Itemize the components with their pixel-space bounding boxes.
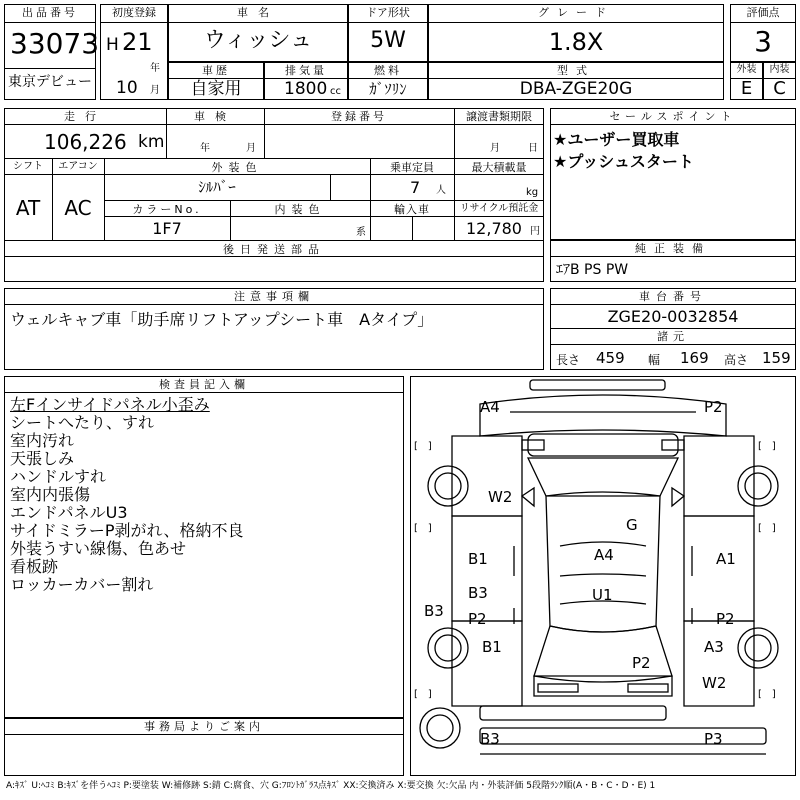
inspector-label: 検査員記入欄 [159, 378, 249, 391]
sales-point: ★プッシュスタート [553, 152, 694, 171]
fuel: ｶﾞｿﾘﾝ [369, 80, 407, 98]
ac: AC [64, 196, 92, 220]
history: 自家用 [190, 79, 242, 99]
damage-mark: P2 [704, 398, 723, 416]
transfer-day-unit: 日 [528, 143, 538, 154]
damage-mark: P2 [632, 654, 651, 672]
damage-mark: B3 [480, 730, 500, 748]
width: 169 [680, 349, 709, 367]
ac-label: エアコン [58, 161, 98, 172]
lot-label: 出品番号 [22, 6, 78, 19]
inspector-line: 室内汚れ [10, 431, 75, 450]
diagram-bracket: [ ] [414, 523, 432, 534]
inspector-line: ハンドルすれ [10, 467, 107, 486]
equipment-label: 純正装備 [635, 242, 711, 255]
door-type: 5W [370, 28, 406, 53]
interior-label: 内装 [769, 64, 790, 75]
damage-mark: A1 [716, 550, 736, 568]
notes-text: ウェルキャブ車「助手席リフトアップシート車 Aタイプ」 [10, 310, 434, 329]
damage-mark: W2 [488, 488, 513, 506]
displacement-label: 排気量 [285, 64, 327, 77]
damage-mark: P3 [704, 730, 723, 748]
grade-label: グレード [538, 6, 614, 19]
capacity-unit: 人 [436, 185, 446, 196]
legend: A:ｷｽﾞ U:ﾍｺﾐ B:ｷｽﾞを伴うﾍｺﾐ P:要塗装 W:補修跡 S:錆 C:腐食、穴 G:ﾌﾛﾝﾄｶﾞﾗｽ点ｷｽﾞ XX:交換済み X:要交換 欠:欠品 内・外装評価 5段階ﾗﾝｸ順(A・B・C・D・E) 1 [6, 781, 656, 791]
capacity-label: 乗車定員 [390, 161, 434, 174]
inspection-label: 車検 [194, 110, 236, 123]
car-name: ウィッシュ [203, 28, 313, 53]
damage-mark: P2 [716, 610, 735, 628]
month-unit: 月 [150, 85, 160, 96]
damage-mark: U1 [592, 586, 613, 604]
color-number: 1F7 [152, 219, 182, 238]
interior-color-label: 内装色 [274, 203, 326, 216]
month: 10 [116, 78, 138, 98]
inspector-line: 室内内張傷 [10, 485, 91, 504]
inspector-line: 左Fインサイドパネル小歪み [10, 395, 210, 414]
length: 459 [596, 349, 625, 367]
damage-mark: A4 [594, 546, 614, 564]
interior-grade: C [773, 78, 786, 99]
car-diagram [410, 376, 796, 776]
sales-point: ★ユーザー買取車 [553, 130, 680, 149]
displacement-unit: cc [330, 86, 341, 97]
diagram-bracket: [ ] [758, 441, 776, 452]
inspector-line: サイドミラーP剥がれ、格納不良 [10, 521, 244, 540]
lot-number: 33073 [10, 27, 100, 60]
mileage: 106,226 [44, 130, 127, 154]
shift-label: シフト [13, 161, 43, 172]
year-unit: 年 [150, 63, 160, 74]
inspector-line: ロッカーカバー割れ [10, 575, 154, 594]
notes-label: 注意事項欄 [234, 290, 314, 303]
inspector-line: 天張しみ [10, 449, 75, 468]
transfer-deadline-label: 譲渡書類期限 [466, 110, 532, 123]
recycle-fee: 12,780 [466, 219, 522, 238]
damage-mark: B1 [468, 550, 488, 568]
office-label: 事務局よりご案内 [144, 720, 264, 733]
load-unit: kg [526, 187, 539, 198]
load-label: 最大積載量 [471, 161, 527, 174]
model-label: 型式 [557, 64, 595, 77]
exterior-grade: E [740, 78, 753, 99]
damage-mark: A4 [480, 398, 500, 416]
sales-points-box [550, 108, 796, 240]
recycle-label: リサイクル預託金 [459, 203, 539, 214]
fuel-label: 燃料 [374, 64, 402, 77]
equipment: ｴｱB PS PW [556, 262, 629, 278]
era: H [106, 35, 119, 55]
diagram-bracket: [ ] [758, 523, 776, 534]
transfer-month-unit: 月 [490, 143, 500, 154]
car-name-label: 車名 [237, 6, 279, 19]
color-label: 外装色 [211, 161, 263, 174]
damage-mark: P2 [468, 610, 487, 628]
door-label: ドア形状 [366, 6, 410, 19]
damage-mark: A3 [704, 638, 724, 656]
height: 159 [762, 349, 791, 367]
chassis-number: ZGE20-0032854 [607, 307, 739, 326]
mileage-unit: km [138, 132, 165, 152]
damage-mark: W2 [702, 674, 727, 692]
damage-mark: B1 [482, 638, 502, 656]
parts-label: 後日発送部品 [223, 243, 325, 256]
year: 21 [122, 28, 153, 56]
exterior-label: 外装 [736, 64, 757, 75]
inspector-line: シートへたり、すれ [10, 413, 155, 432]
specs-label: 諸元 [657, 330, 689, 343]
diagram-bracket: [ ] [758, 689, 776, 700]
import-label: 輸入車 [394, 203, 430, 216]
inspector-line: 外装うすい線傷、色あせ [10, 539, 187, 558]
height-label: 高さ [724, 353, 749, 367]
sales-points-label: セールスポイント [609, 110, 737, 123]
inspector-line: 看板跡 [10, 557, 59, 576]
chassis-label: 車台番号 [639, 290, 707, 303]
color-number-label: カラーNo. [132, 203, 202, 216]
color: ｼﾙﾊﾞｰ [198, 178, 236, 196]
inspector-line: エンドパネルU3 [10, 503, 128, 522]
inspection-year-unit: 年 [200, 143, 210, 154]
model: DBA-ZGE20G [519, 79, 633, 99]
score: 3 [754, 25, 772, 58]
history-label: 車歴 [202, 64, 230, 77]
width-label: 幅 [648, 353, 661, 367]
mileage-label: 走行 [64, 110, 106, 123]
grade: 1.8X [548, 28, 604, 56]
damage-mark: G [626, 516, 638, 534]
debut-label: 東京デビュー [8, 74, 92, 90]
recycle-unit: 円 [530, 226, 540, 237]
damage-mark: B3 [424, 602, 444, 620]
diagram-bracket: [ ] [414, 441, 432, 452]
displacement: 1800 [284, 79, 328, 99]
length-label: 長さ [556, 353, 581, 367]
registration-number-label: 登録番号 [331, 110, 387, 123]
shift: AT [15, 196, 41, 220]
capacity: 7 [410, 178, 421, 197]
damage-mark: B3 [468, 584, 488, 602]
inspection-month-unit: 月 [246, 143, 256, 154]
diagram-bracket: [ ] [414, 689, 432, 700]
first-reg-label: 初度登録 [112, 6, 156, 19]
interior-color-unit: 系 [356, 227, 366, 238]
score-label: 評価点 [746, 6, 780, 19]
